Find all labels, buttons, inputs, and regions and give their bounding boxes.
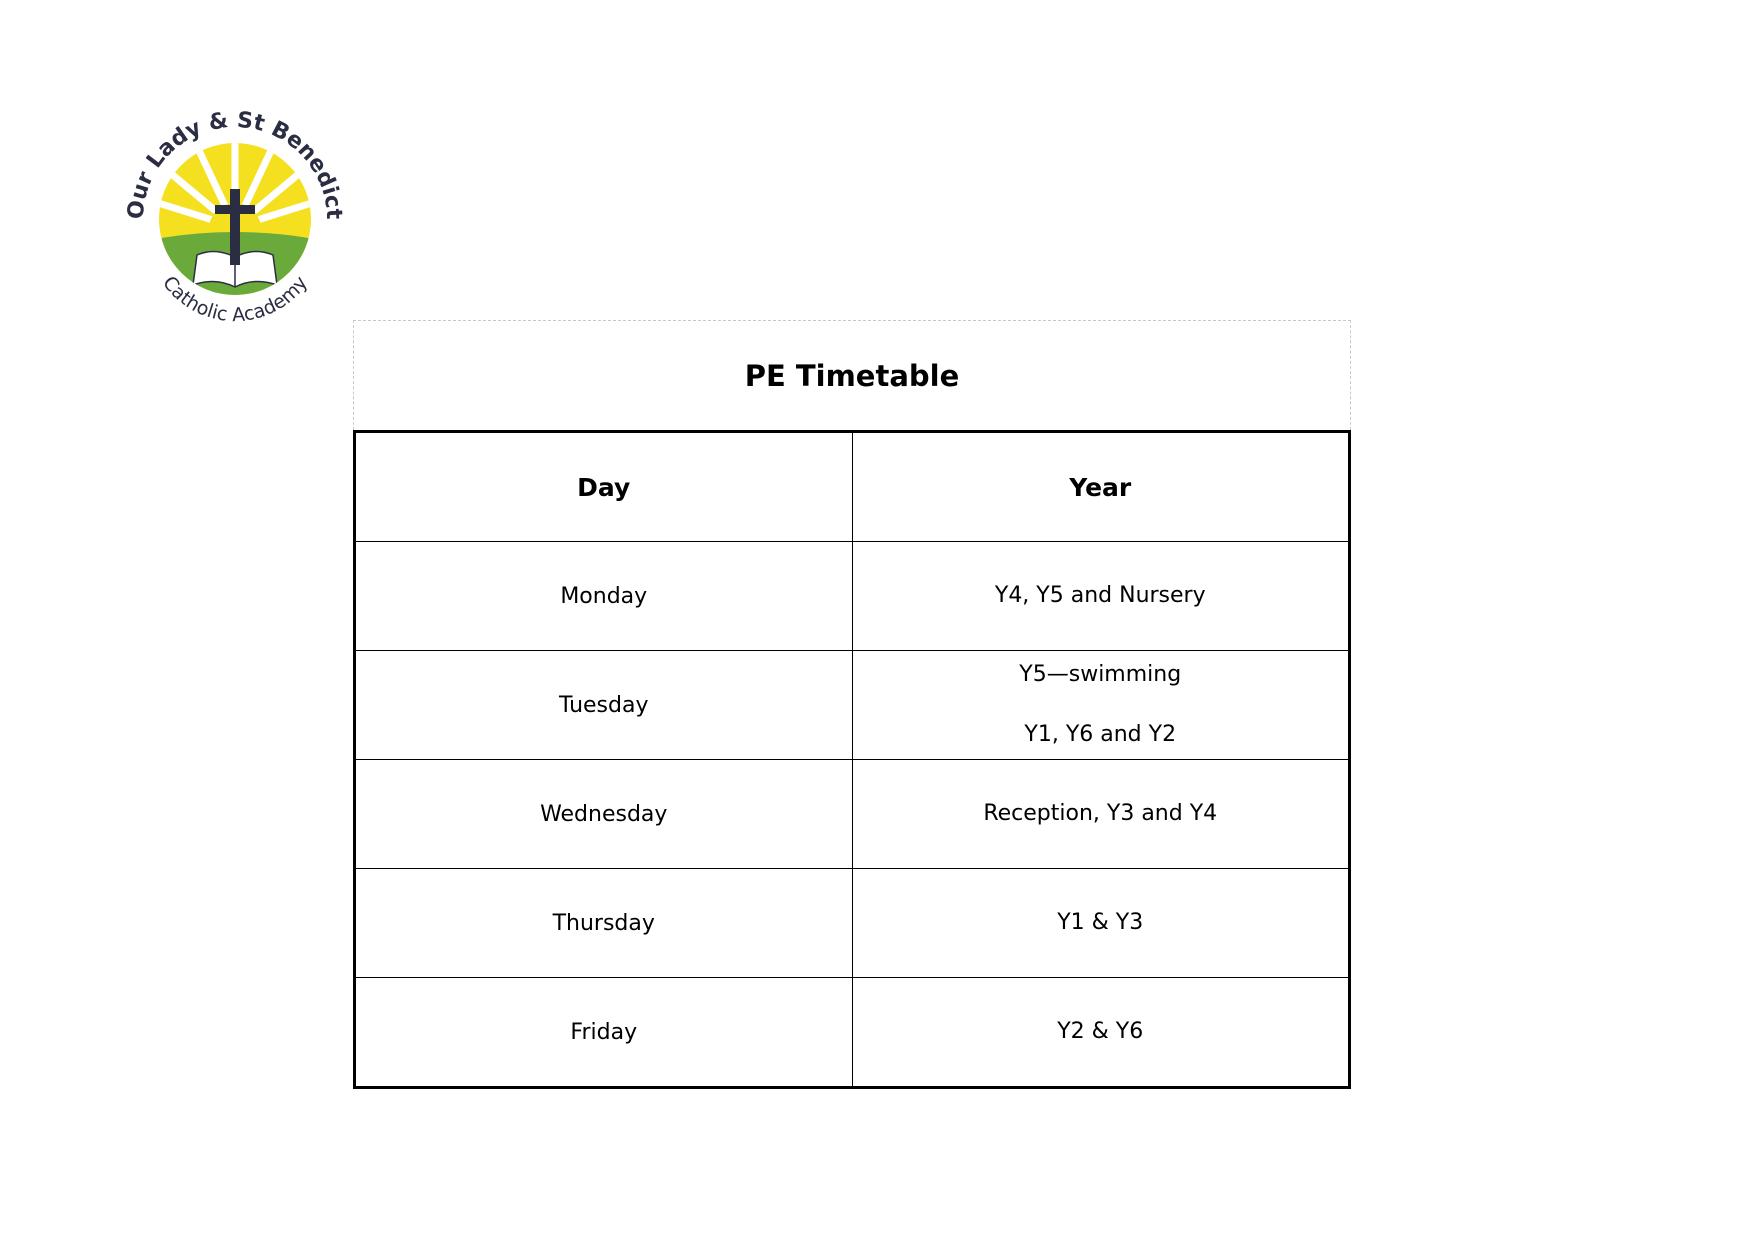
day-cell: Thursday — [355, 869, 853, 978]
year-cell — [852, 760, 1350, 869]
year-cell-text: Y2 & Y6 — [1057, 1019, 1144, 1044]
logo-top-text: Our Lady & St Benedict — [123, 107, 347, 221]
year-cell — [852, 978, 1350, 1088]
year-cell-text: Y1, Y6 and Y2 — [1024, 722, 1177, 747]
day-cell: Tuesday — [355, 651, 853, 760]
day-cell: Friday — [355, 978, 853, 1088]
pe-timetable — [353, 430, 1351, 1089]
year-column-header: Year — [852, 432, 1350, 542]
year-cell — [852, 869, 1350, 978]
table-row — [355, 978, 1350, 1088]
day-column-header: Day — [355, 432, 853, 542]
year-cell-text: Y5—swimming — [1019, 662, 1182, 687]
title-box — [353, 320, 1351, 430]
year-cell — [852, 542, 1350, 651]
table-header-row — [355, 432, 1350, 542]
school-logo — [115, 97, 355, 337]
table-row — [355, 542, 1350, 651]
table-row — [355, 869, 1350, 978]
page-title: PE Timetable — [744, 358, 960, 393]
table-row — [355, 760, 1350, 869]
year-cell-text: Reception, Y3 and Y4 — [983, 801, 1218, 826]
table-row — [355, 651, 1350, 760]
cross-and-book-icon — [115, 97, 355, 337]
day-cell: Monday — [355, 542, 853, 651]
day-cell: Wednesday — [355, 760, 853, 869]
logo-bottom-text: Catholic Academy — [158, 272, 312, 327]
year-cell-text: Y4, Y5 and Nursery — [994, 583, 1206, 608]
year-cell — [852, 651, 1350, 760]
year-cell-text: Y1 & Y3 — [1057, 910, 1144, 935]
